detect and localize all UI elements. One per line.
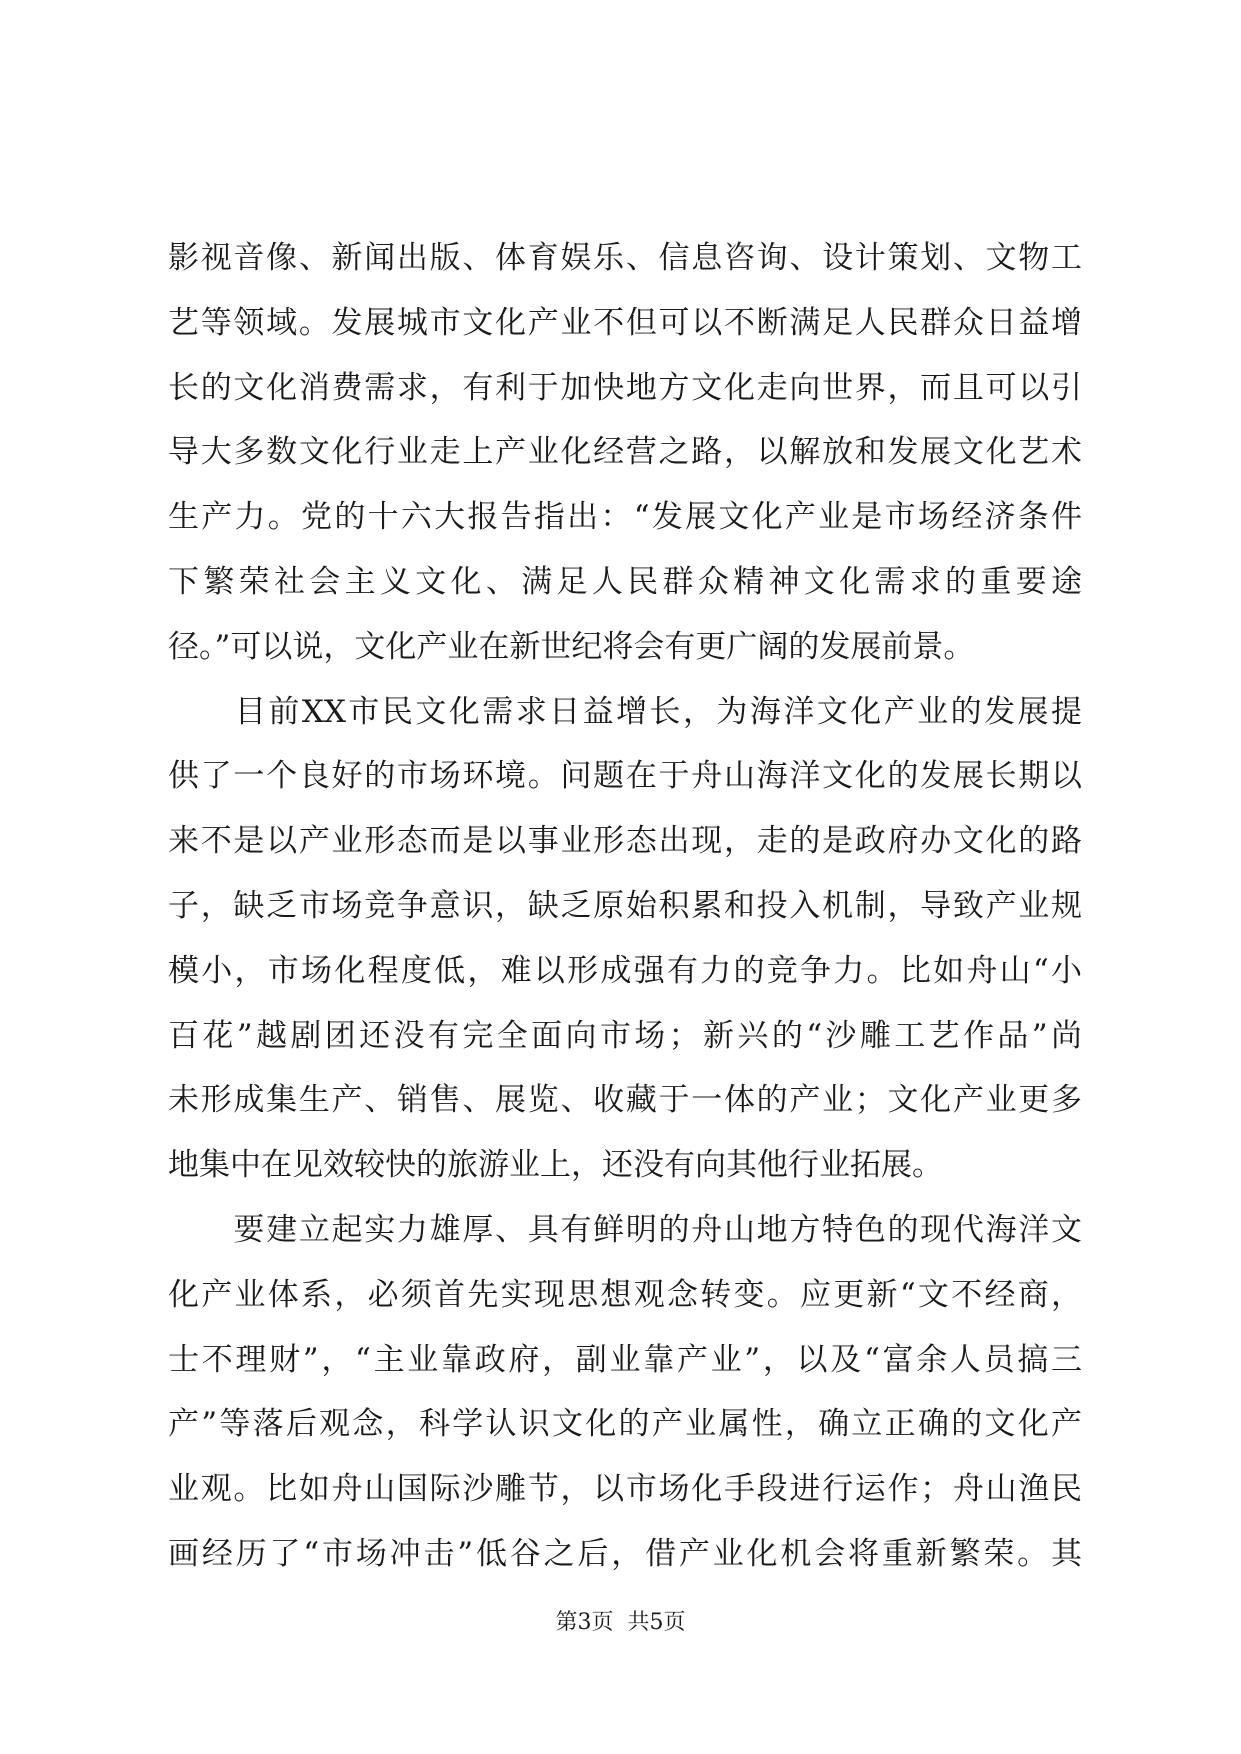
body-text	[168, 226, 1082, 1587]
text-line: 径。”可以说，文化产业在新世纪将会有更广阔的发展前景。	[168, 628, 975, 665]
text-line: 未形成集生产、销售、展览、收藏于一体的产业；文化产业更多	[168, 1082, 1082, 1119]
text-line: 下繁荣社会主义文化、满足人民群众精神文化需求的重要途	[168, 563, 1082, 600]
text-line: 艺等领域。发展城市文化产业不但可以不断满足人民群众日益增	[168, 304, 1082, 341]
page-number: 第3页 共5页	[555, 1610, 686, 1635]
text-line: 来不是以产业形态而是以事业形态出现，走的是政府办文化的路	[168, 823, 1082, 860]
text-line: 生产力。党的十六大报告指出：“发展文化产业是市场经济条件	[168, 499, 1082, 536]
text-line: 长的文化消费需求，有利于加快地方文化走向世界，而且可以引	[168, 369, 1082, 406]
text-line: 子，缺乏市场竞争意识，缺乏原始积累和投入机制，导致产业规	[168, 887, 1082, 924]
text-line: 业观。比如舟山国际沙雕节，以市场化手段进行运作；舟山渔民	[168, 1471, 1082, 1508]
text-line: 化产业体系，必须首先实现思想观念转变。应更新“文不经商，	[168, 1276, 1082, 1313]
text-line: 地集中在见效较快的旅游业上，还没有向其他行业拓展。	[168, 1147, 943, 1184]
text-line: 模小，市场化程度低，难以形成强有力的竞争力。比如舟山“小	[168, 952, 1082, 989]
text-line: 画经历了“市场冲击”低谷之后，借产业化机会将重新繁荣。其	[168, 1535, 1082, 1572]
text-line: 导大多数文化行业走上产业化经营之路，以解放和发展文化艺术	[168, 434, 1082, 471]
text-line: 影视音像、新闻出版、体育娱乐、信息咨询、设计策划、文物工	[168, 240, 1082, 276]
page-footer	[0, 1608, 1241, 1638]
text-line: 产”等落后观念，科学认识文化的产业属性，确立正确的文化产	[168, 1406, 1082, 1443]
text-line: 百花”越剧团还没有完全面向市场；新兴的“沙雕工艺作品”尚	[168, 1017, 1082, 1054]
text-line: 要建立起实力雄厚、具有鲜明的舟山地方特色的现代海洋文	[168, 1211, 1082, 1248]
text-line: 目前XX市民文化需求日益增长，为海洋文化产业的发展提	[168, 693, 1082, 730]
text-line: 士不理财”，“主业靠政府，副业靠产业”，以及“富余人员搞三	[168, 1341, 1082, 1378]
text-line: 供了一个良好的市场环境。问题在于舟山海洋文化的发展长期以	[168, 758, 1082, 795]
